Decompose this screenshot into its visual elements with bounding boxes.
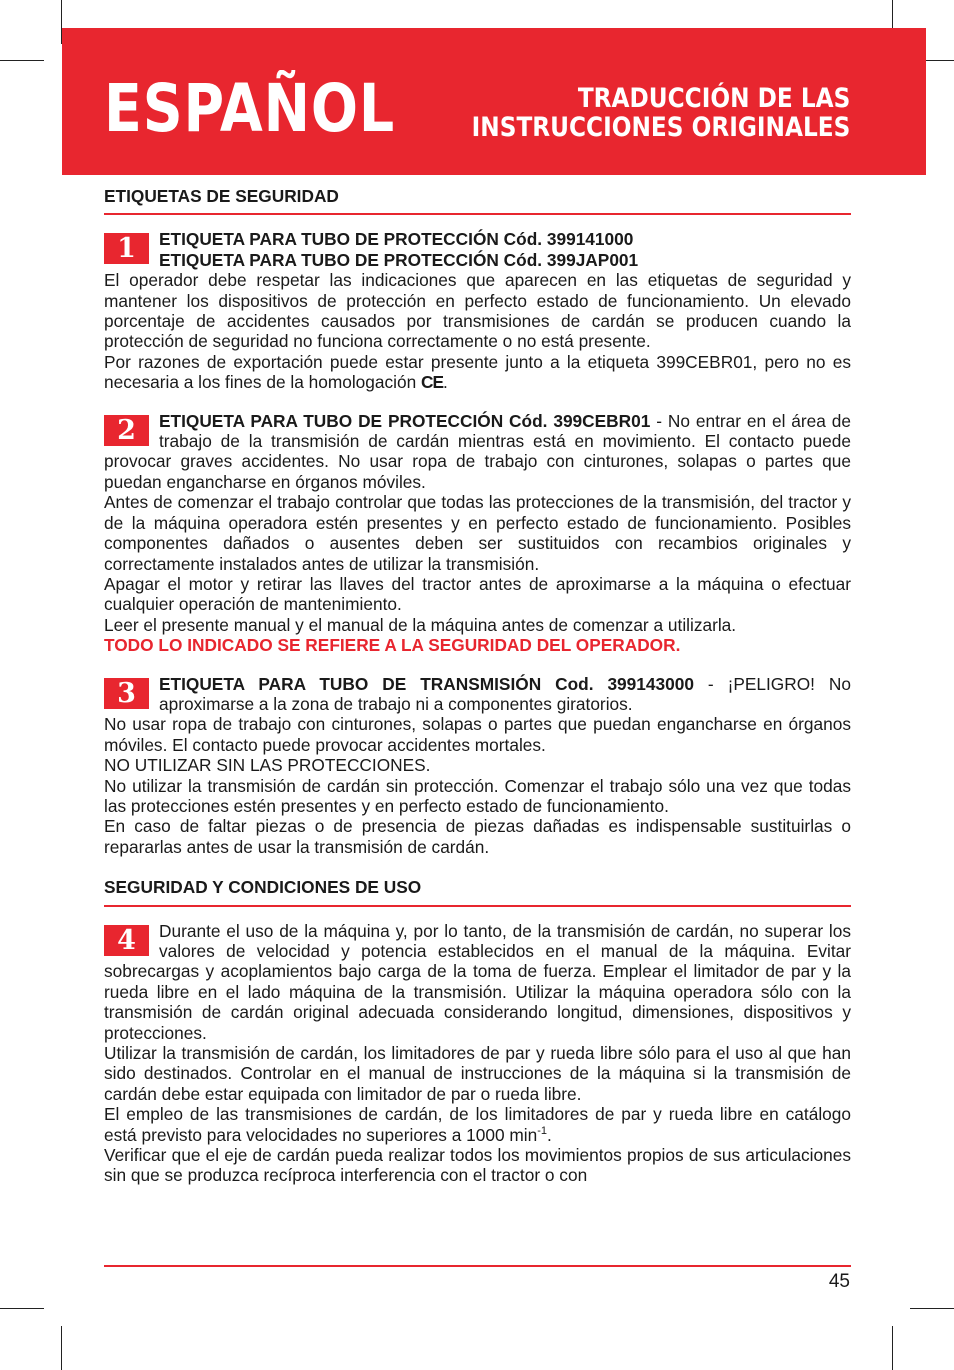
paragraph: Leer el presente manual y el manual de la máquina antes de comenzar a utilizarla. <box>104 614 737 635</box>
item-heading: ETIQUETA PARA TUBO DE PROTECCIÓN Cód. 399141000 <box>159 229 634 250</box>
crop-mark <box>892 1326 893 1370</box>
page-number: 45 <box>828 1271 850 1292</box>
footer-divider <box>104 1265 851 1267</box>
page-content <box>104 184 851 1204</box>
paragraph: En caso de faltar piezas o de presencia de piezas dañadas es indispensable sustituirlas o repararlas antes de usar la transmisión de cardán. <box>104 816 851 857</box>
item-number-badge: 3 <box>104 678 149 709</box>
section-title: SEGURIDAD Y CONDICIONES DE USO <box>104 875 851 906</box>
crop-mark <box>910 1308 954 1309</box>
item-number-badge: 4 <box>104 925 149 956</box>
paragraph: No usar ropa de trabajo con cinturones, solapas o partes que puedan engancharse en órganos móviles. El contacto puede provocar accidentes mortales. <box>104 714 851 755</box>
paragraph: El operador debe respetar las indicaciones que aparecen en las etiquetas de seguridad y mantener los dispositivos de protección en perfecto estado de funcionamiento. Un elevado porcentaje de accidentes causados por transmisiones de cardán se producen cuando la protección de seguridad no funciona correctamente o no está presente. <box>104 270 851 352</box>
ce-mark-icon: CE <box>421 372 444 393</box>
item-1 <box>104 229 851 392</box>
subtitle-line: TRADUCCIÓN DE LAS <box>577 83 850 114</box>
header-subtitle <box>471 84 850 142</box>
item-3 <box>104 674 851 858</box>
section-title: ETIQUETAS DE SEGURIDAD <box>104 184 851 215</box>
paragraph: El empleo de las transmisiones de cardán, de los limitadores de par y rueda libre en catálogo está previsto para velocidades no superiores a 1000 $\min^{-1}$. <box>104 1104 851 1145</box>
paragraph: Verificar que el eje de cardán pueda realizar todos los movimientos propios de sus articulaciones sin que se produzca recíproca interferencia con el tractor o con <box>104 1145 851 1186</box>
paragraph: Utilizar la transmisión de cardán, los limitadores de par y rueda libre sólo para el uso al que han sido destinados. Controlar en el manual de instrucciones de la máquina si la transmisión de cardán debe estar equipada con limitador de par o rueda libre. <box>104 1043 851 1104</box>
safety-warning: TODO LO INDICADO SE REFIERE A LA SEGURIDAD DEL OPERADOR. <box>104 635 681 656</box>
item-heading: ETIQUETA PARA TUBO DE PROTECCIÓN Cód. 399JAP001 <box>159 249 639 270</box>
crop-mark <box>0 60 44 61</box>
paragraph: Apagar el motor y retirar las llaves del tractor antes de aproximarse a la máquina o efectuar cualquier operación de mantenimiento. <box>104 573 851 615</box>
item-heading: ETIQUETA PARA TUBO DE PROTECCIÓN Cód. 399CEBR01 <box>159 410 651 431</box>
paragraph: NO UTILIZAR SIN LAS PROTECCIONES. <box>104 755 431 776</box>
item-4 <box>104 921 851 1186</box>
subtitle-line: INSTRUCCIONES ORIGINALES <box>471 112 850 143</box>
crop-mark <box>0 1308 44 1309</box>
paragraph: Antes de comenzar el trabajo controlar que todas las protecciones de la transmisión, del tractor y de la máquina operadora estén presentes y en perfecto estado de funcionamiento. Posibles componentes dañados o ausentes deben ser sustituidos con recambios originales y correctamente instalados antes de utilizar la transmisión. <box>104 492 851 574</box>
item-2 <box>104 411 851 656</box>
paragraph: Durante el uso de la máquina y, por lo tanto, de la transmisión de cardán, no superar los valores de velocidad y potencia establecidos en el manual de la máquina. Evitar sobrecargas y acoplamientos bajo carga de la toma de fuerza. Emplear el limitador de par y la rueda libre en el lado máquina de la transmisión. Utilizar la máquina operadora sólo con la transmisión de cardán original adecuada considerando longitud, dimensiones, dispositivos y protecciones. <box>104 920 851 1043</box>
page-header <box>62 28 926 175</box>
paragraph: ETIQUETA PARA TUBO DE TRANSMISIÓN Cod. 399143000 - ¡PELIGRO! No aproximarse a la zona de trabajo ni a componentes giratorios. <box>159 673 851 714</box>
paragraph: Por razones de exportación puede estar presente junto a la etiqueta 399CEBR01, pero no es necesaria a los fines de la homologación CE. <box>104 351 851 393</box>
item-number-badge: 2 <box>104 415 149 446</box>
crop-mark <box>61 1326 62 1370</box>
item-heading: ETIQUETA PARA TUBO DE TRANSMISIÓN Cod. 399143000 <box>159 673 694 694</box>
item-number-badge: 1 <box>104 233 149 264</box>
paragraph: ETIQUETA PARA TUBO DE PROTECCIÓN Cód. 399CEBR01 - No entrar en el área de trabajo de la transmisión de cardán mientras está en movimiento. El contacto puede provocar graves accidentes. No usar ropa de trabajo con cinturones, solapas o partes que puedan engancharse en órganos móviles. <box>104 410 851 492</box>
language-title: ESPAÑOL <box>104 70 395 147</box>
paragraph: No utilizar la transmisión de cardán sin protección. Comenzar el trabajo sólo una vez que todas las protecciones estén presentes y en perfecto estado de funcionamiento. <box>104 775 851 816</box>
